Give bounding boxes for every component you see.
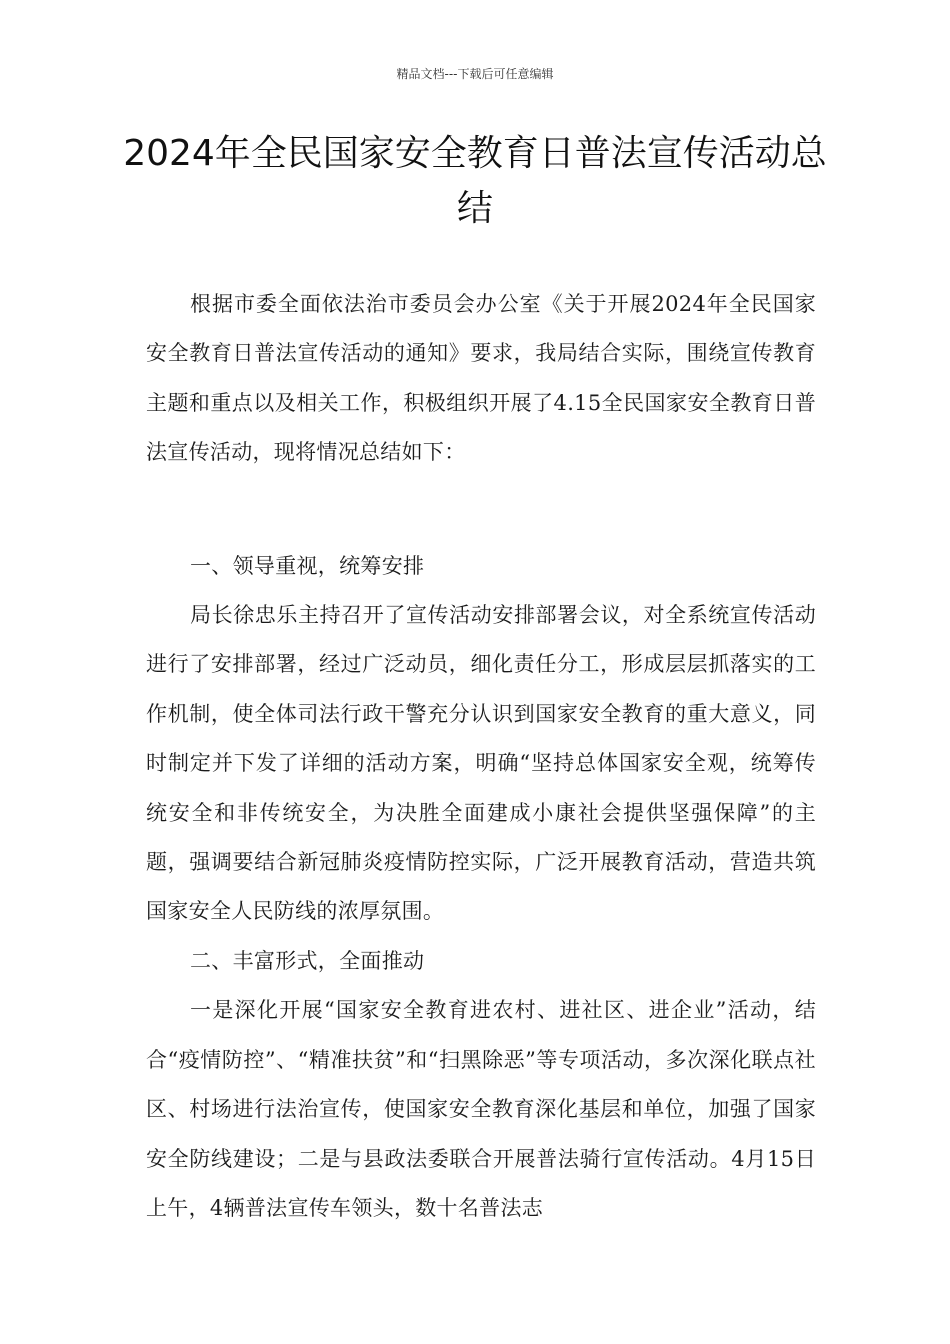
section-paragraph-1: 局长徐忠乐主持召开了宣传活动安排部署会议，对全系统宣传活动进行了安排部署，经过广泛动员，细化责任分工，形成层层抓落实的工作机制，使全体司法行政干警充分认识到国家安全教育的重大意义，同时制定并下发了详细的活动方案，明确“坚持总体国家安全观，统筹传统安全和非传统安全，为决胜全面建成小康社会提供坚强保障”的主题，强调要结合新冠肺炎疫情防控实际，广泛开展教育活动，营造共筑国家安全人民防线的浓厚氛围。 bbox=[146, 603, 816, 924]
section-heading-1: 一、领导重视，统筹安排 bbox=[190, 553, 425, 578]
intro-paragraph: 根据市委全面依法治市委员会办公室《关于开展2024年全民国家安全教育日普法宣传活动的通知》要求，我局结合实际，围绕宣传教育主题和重点以及相关工作，积极组织开展了4.15全民国家安全教育日普法宣传活动，现将情况总结如下： bbox=[146, 292, 816, 465]
page-header-note: 精品文档---下载后可任意编辑 bbox=[396, 67, 554, 81]
section-heading-2: 二、丰富形式，全面推动 bbox=[190, 948, 425, 973]
document-body bbox=[146, 280, 816, 1233]
paragraph-gap bbox=[146, 478, 816, 542]
document-title: 2024年全民国家安全教育日普法宣传活动总结 bbox=[123, 133, 827, 229]
section-paragraph-2: 一是深化开展“国家安全教育进农村、进社区、进企业”活动，结合“疫情防控”、“精准扶贫”和“扫黑除恶”等专项活动，多次深化联点社区、村场进行法治宣传，使国家安全教育深化基层和单位，加强了国家安全防线建设；二是与县政法委联合开展普法骑行宣传活动。4月15日上午，4辆普法宣传车领头，数十名普法志 bbox=[146, 998, 816, 1220]
